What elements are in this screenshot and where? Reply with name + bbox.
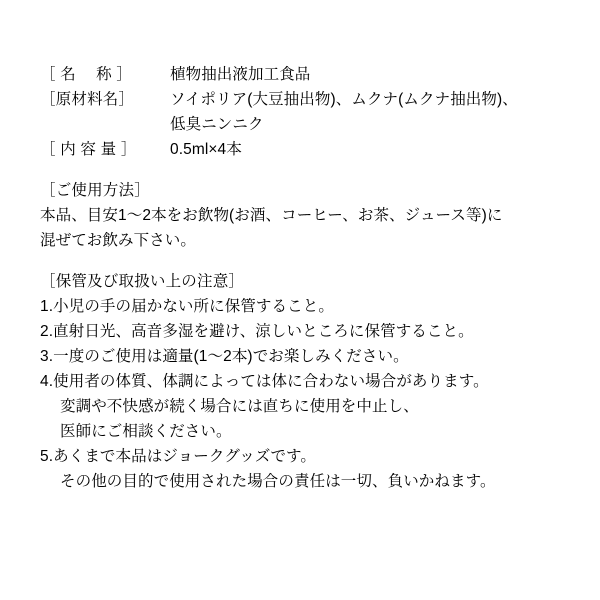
list-item xyxy=(40,344,576,369)
notes-heading: ［保管及び取扱い上の注意］ xyxy=(40,273,245,290)
spec-value-ingredients-line1: ソイポリア(大豆抽出物)、ムクナ(ムクナ抽出物)、 xyxy=(170,91,518,108)
spec-value-volume xyxy=(170,137,518,162)
spec-label-name: ［ 名 称 ］ xyxy=(40,66,133,83)
spec-value-ingredients xyxy=(170,87,518,137)
usage-heading: ［ご使用方法］ xyxy=(40,182,150,199)
specification-table xyxy=(40,62,518,162)
notes-list xyxy=(40,294,576,494)
note-text-1: 1.小児の手の届かない所に保管すること。 xyxy=(40,298,334,315)
usage-section xyxy=(40,178,576,253)
list-item xyxy=(40,444,576,494)
specification-table-body xyxy=(40,62,518,162)
usage-line-1: 本品、目安1〜2本をお飲物(お酒、コーヒー、お茶、ジュース等)に xyxy=(40,207,503,224)
list-item xyxy=(40,319,576,344)
note-text-4-sub-2: 医師にご相談ください。 xyxy=(60,423,232,440)
table-row xyxy=(40,137,518,162)
list-item xyxy=(40,294,576,319)
spec-label-volume: ［ 内 容 量 ］ xyxy=(40,141,137,158)
spec-label-ingredients: ［原材料名］ xyxy=(40,91,135,108)
spec-value-name xyxy=(170,62,518,87)
note-text-5-sub-1: その他の目的で使用された場合の責任は一切、負いかねます。 xyxy=(60,473,496,490)
note-text-5: 5.あくまで本品はジョークグッズです。 xyxy=(40,448,317,465)
note-text-3: 3.一度のご使用は適量(1〜2本)でお楽しみください。 xyxy=(40,348,409,365)
list-item xyxy=(40,369,576,444)
spec-value-ingredients-line2: 低臭ニンニク xyxy=(170,116,264,133)
note-text-2: 2.直射日光、高音多湿を避け、涼しいところに保管すること。 xyxy=(40,323,474,340)
note-text-4-sub-1: 変調や不快感が続く場合には直ちに使用を中止し、 xyxy=(60,398,419,415)
table-row xyxy=(40,87,518,137)
notes-section xyxy=(40,269,576,494)
table-row xyxy=(40,62,518,87)
spec-value-volume-line1: 0.5ml×4本 xyxy=(170,141,242,158)
usage-line-2: 混ぜてお飲み下さい。 xyxy=(40,232,197,249)
note-text-4: 4.使用者の体質、体調によっては体に合わない場合があります。 xyxy=(40,373,489,390)
spec-value-name-line1: 植物抽出液加工食品 xyxy=(170,66,311,83)
